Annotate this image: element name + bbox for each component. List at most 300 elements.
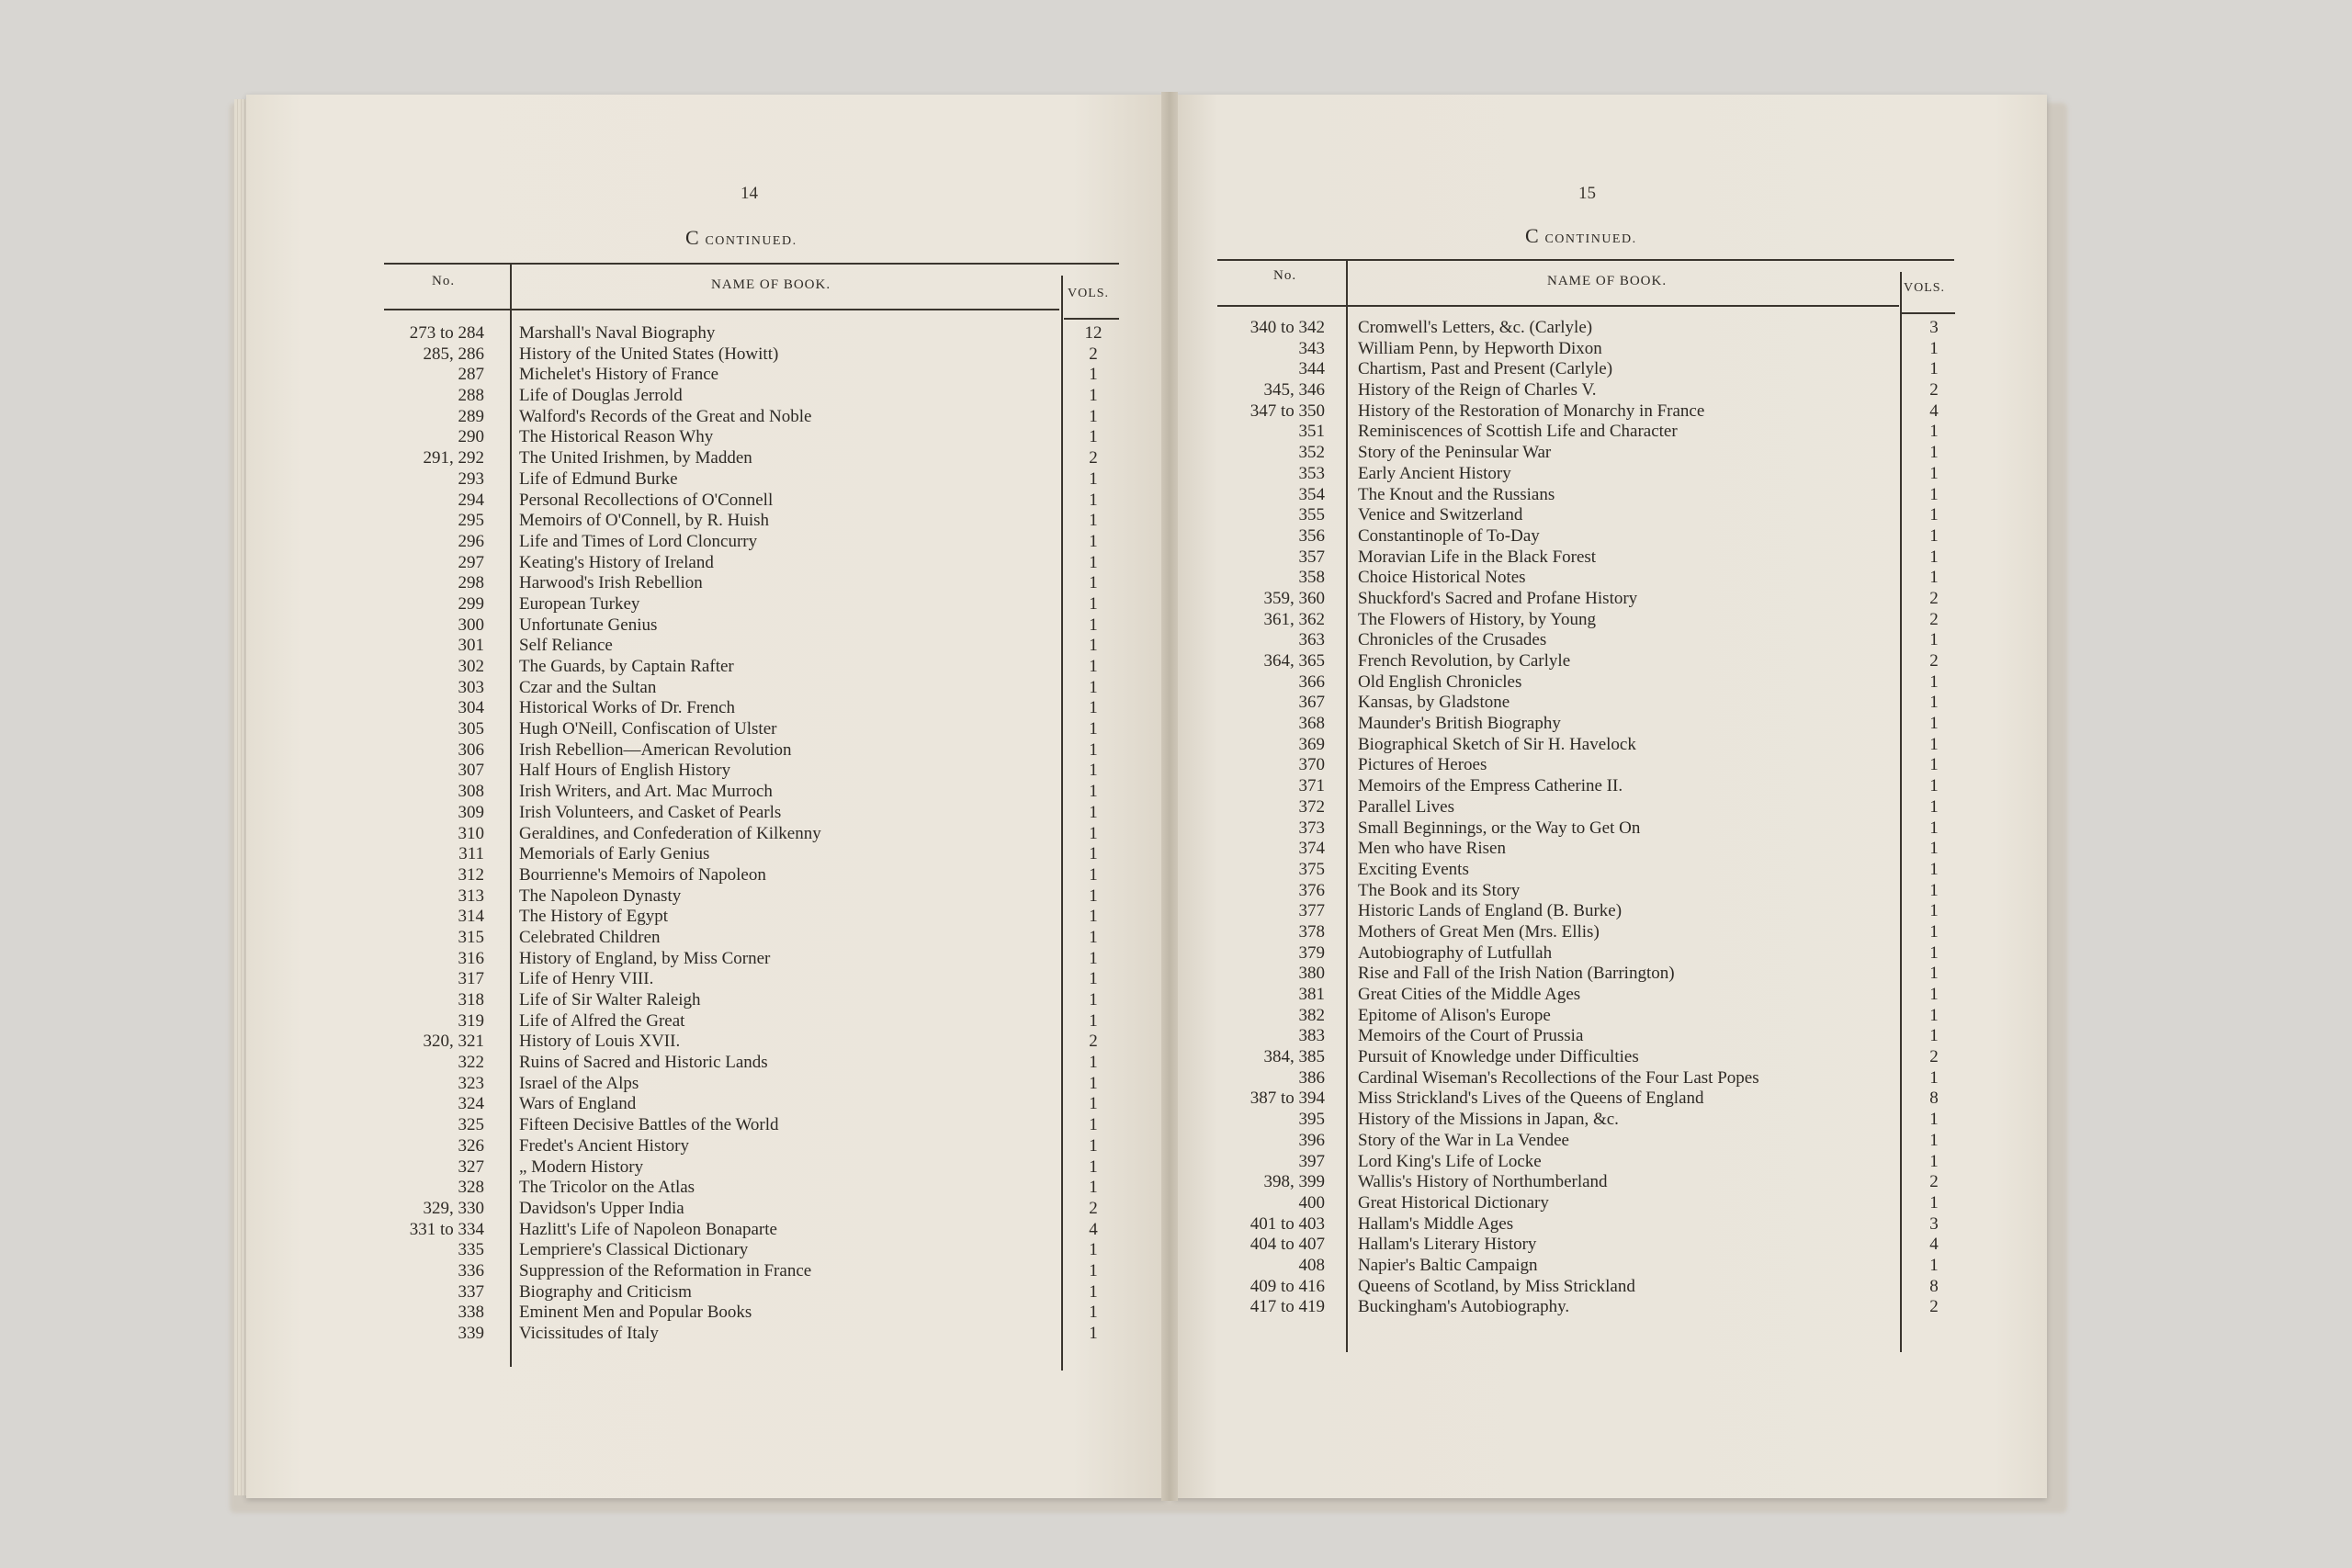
book-title: Biographical Sketch of Sir H. Havelock — [1358, 734, 1636, 754]
book-volumes: 1 — [1929, 338, 1939, 358]
book-row — [0, 318, 2021, 339]
book-volumes: 1 — [1929, 568, 1939, 588]
book-volumes: 1 — [1929, 1005, 1939, 1025]
book-volumes: 1 — [1929, 964, 1939, 984]
book-title: Vicissitudes of Italy — [519, 1324, 659, 1343]
book-row — [0, 1256, 2021, 1277]
book-volumes: 1 — [1089, 552, 1098, 572]
book-title: The United Irishmen, by Madden — [519, 448, 752, 468]
book-number: 374 — [1298, 839, 1325, 859]
book-title: Ruins of Sacred and Historic Lands — [519, 1053, 768, 1073]
book-title: Hazlitt's Life of Napoleon Bonaparte — [519, 1219, 777, 1239]
book-title: Wars of England — [519, 1094, 637, 1114]
book-volumes: 1 — [1089, 1094, 1098, 1114]
book-number: 302 — [458, 657, 484, 676]
book-title: Choice Historical Notes — [1358, 568, 1526, 588]
book-volumes: 1 — [1929, 839, 1939, 859]
book-volumes: 1 — [1929, 859, 1939, 879]
book-title: History of the United States (Howitt) — [519, 344, 779, 364]
book-title: Hugh O'Neill, Confiscation of Ulster — [519, 719, 777, 739]
book-number: 325 — [458, 1115, 484, 1135]
book-volumes: 1 — [1929, 985, 1939, 1004]
book-number: 353 — [1298, 463, 1325, 483]
book-row — [0, 881, 2021, 902]
book-volumes: 2 — [1089, 344, 1098, 364]
book-volumes: 1 — [1929, 1110, 1939, 1130]
book-row — [0, 485, 2021, 506]
book-number: 296 — [458, 531, 484, 551]
book-number: 367 — [1298, 693, 1325, 713]
book-row — [0, 776, 2021, 797]
book-volumes: 1 — [1089, 406, 1098, 426]
book-title: Davidson's Upper India — [519, 1198, 684, 1218]
book-number: 324 — [458, 1094, 484, 1114]
book-row — [0, 339, 2021, 360]
book-title: The Guards, by Captain Rafter — [519, 657, 734, 676]
book-title: Epitome of Alison's Europe — [1358, 1005, 1551, 1025]
book-title: Queens of Scotland, by Miss Strickland — [1358, 1276, 1635, 1296]
book-number: 289 — [458, 406, 484, 426]
book-number: 291, 292 — [423, 448, 484, 468]
book-number: 294 — [458, 490, 484, 510]
book-number: 308 — [458, 782, 484, 802]
book-number: 354 — [1298, 484, 1325, 504]
book-number: 311 — [458, 844, 484, 864]
book-number: 371 — [1298, 776, 1325, 796]
book-number: 375 — [1298, 859, 1325, 879]
book-title: Fredet's Ancient History — [519, 1135, 689, 1156]
left-header-no: No. — [432, 274, 456, 288]
book-volumes: 1 — [1089, 1156, 1098, 1177]
book-volumes: 1 — [1089, 490, 1098, 510]
right-header-top-rule — [1217, 259, 1954, 261]
book-number: 273 to 284 — [409, 323, 484, 343]
book-number: 326 — [458, 1135, 484, 1156]
book-number: 364, 365 — [1263, 651, 1325, 671]
right-section-label: CONTINUED. — [1544, 232, 1637, 246]
book-volumes: 8 — [1929, 1276, 1939, 1296]
book-title: Chartism, Past and Present (Carlyle) — [1358, 359, 1613, 379]
book-title: Michelet's History of France — [519, 365, 719, 385]
book-volumes: 1 — [1089, 864, 1098, 885]
book-number: 396 — [1298, 1130, 1325, 1150]
book-row — [0, 1089, 2021, 1110]
book-volumes: 1 — [1929, 1026, 1939, 1046]
book-volumes: 1 — [1929, 921, 1939, 942]
book-number: 417 to 419 — [1250, 1297, 1325, 1317]
book-volumes: 1 — [1089, 511, 1098, 531]
left-header-bottom-rule — [384, 309, 1059, 310]
book-number: 404 to 407 — [1250, 1235, 1325, 1255]
book-title: „ Modern History — [519, 1156, 644, 1177]
book-volumes: 1 — [1089, 531, 1098, 551]
book-title: Half Hours of English History — [519, 761, 731, 781]
book-number: 384, 385 — [1263, 1047, 1325, 1067]
book-number: 380 — [1298, 964, 1325, 984]
book-row — [0, 964, 2021, 985]
book-number: 338 — [458, 1303, 484, 1323]
book-volumes: 1 — [1089, 1115, 1098, 1135]
book-title: Memoirs of the Empress Catherine II. — [1358, 776, 1623, 796]
book-number: 344 — [1298, 359, 1325, 379]
book-title: Chronicles of the Crusades — [1358, 630, 1547, 650]
left-section-label: CONTINUED. — [705, 234, 797, 248]
book-number: 347 to 350 — [1250, 400, 1325, 421]
book-volumes: 2 — [1929, 380, 1939, 400]
book-volumes: 2 — [1929, 651, 1939, 671]
book-volumes: 1 — [1089, 427, 1098, 447]
book-row — [0, 1110, 2021, 1131]
book-row — [0, 860, 2021, 881]
book-title: Constantinople of To-Day — [1358, 525, 1540, 546]
book-title: Suppression of the Reformation in France — [519, 1260, 812, 1280]
book-number: 343 — [1298, 338, 1325, 358]
book-title: Eminent Men and Popular Books — [519, 1303, 752, 1323]
book-title: The Book and its Story — [1358, 880, 1521, 900]
book-title: Walford's Records of the Great and Noble — [519, 406, 812, 426]
book-title: William Penn, by Hepworth Dixon — [1358, 338, 1602, 358]
book-title: Historic Lands of England (B. Burke) — [1358, 901, 1623, 921]
book-volumes: 1 — [1089, 907, 1098, 927]
book-title: Exciting Events — [1358, 859, 1469, 879]
book-title: History of Louis XVII. — [519, 1032, 681, 1052]
book-row — [0, 1324, 1165, 1345]
book-number: 295 — [458, 511, 484, 531]
book-title: Hallam's Literary History — [1358, 1235, 1537, 1255]
book-row — [0, 1131, 2021, 1152]
book-volumes: 3 — [1929, 1213, 1939, 1234]
left-page-number: 14 — [741, 184, 758, 203]
book-title: Life of Douglas Jerrold — [519, 386, 683, 406]
book-row — [0, 630, 2021, 651]
book-number: 379 — [1298, 942, 1325, 963]
book-title: The Napoleon Dynasty — [519, 886, 682, 906]
book-number: 373 — [1298, 818, 1325, 838]
book-title: Reminiscences of Scottish Life and Character — [1358, 422, 1678, 442]
book-volumes: 1 — [1929, 547, 1939, 567]
book-title: Pictures of Heroes — [1358, 755, 1487, 775]
left-header-vols: VOLS. — [1068, 287, 1110, 300]
book-volumes: 1 — [1089, 386, 1098, 406]
book-number: 370 — [1298, 755, 1325, 775]
book-volumes: 1 — [1929, 484, 1939, 504]
book-number: 304 — [458, 698, 484, 718]
book-volumes: 2 — [1929, 588, 1939, 608]
book-volumes: 1 — [1089, 761, 1098, 781]
book-number: 351 — [1298, 422, 1325, 442]
book-volumes: 1 — [1929, 1067, 1939, 1088]
right-section-letter: C — [1525, 224, 1540, 247]
book-title: Early Ancient History — [1358, 463, 1511, 483]
book-volumes: 4 — [1929, 400, 1939, 421]
book-volumes: 1 — [1929, 671, 1939, 692]
book-title: The Flowers of History, by Young — [1358, 609, 1596, 629]
book-volumes: 1 — [1089, 844, 1098, 864]
book-volumes: 1 — [1929, 505, 1939, 525]
book-row — [0, 943, 2021, 964]
book-title: Men who have Risen — [1358, 839, 1506, 859]
book-number: 293 — [458, 468, 484, 489]
book-number: 359, 360 — [1263, 588, 1325, 608]
book-title: Geraldines, and Confederation of Kilkenny — [519, 823, 821, 843]
book-volumes: 2 — [1089, 448, 1098, 468]
book-number: 356 — [1298, 525, 1325, 546]
book-row — [0, 1047, 2021, 1068]
book-number: 298 — [458, 573, 484, 593]
book-row — [0, 693, 2021, 714]
book-volumes: 1 — [1089, 698, 1098, 718]
book-title: Parallel Lives — [1358, 796, 1454, 817]
book-row — [0, 568, 2021, 589]
book-volumes: 1 — [1929, 796, 1939, 817]
book-number: 285, 286 — [423, 344, 484, 364]
book-volumes: 1 — [1089, 573, 1098, 593]
left-section-title — [685, 226, 797, 250]
book-volumes: 1 — [1929, 755, 1939, 775]
book-number: 319 — [458, 1010, 484, 1031]
book-title: History of England, by Miss Corner — [519, 948, 771, 968]
book-row — [0, 818, 2021, 840]
book-volumes: 1 — [1089, 1281, 1098, 1302]
book-row — [0, 755, 2021, 776]
book-row — [0, 1152, 2021, 1173]
book-volumes: 2 — [1929, 1047, 1939, 1067]
book-number: 300 — [458, 615, 484, 635]
book-title: Israel of the Alps — [519, 1073, 639, 1093]
book-number: 352 — [1298, 443, 1325, 463]
book-volumes: 1 — [1089, 365, 1098, 385]
book-number: 340 to 342 — [1250, 318, 1325, 337]
book-volumes: 4 — [1089, 1219, 1098, 1239]
book-row — [0, 985, 2021, 1006]
book-title: Story of the War in La Vendee — [1358, 1130, 1569, 1150]
book-volumes: 1 — [1089, 593, 1098, 614]
book-number: 355 — [1298, 505, 1325, 525]
right-book-list — [0, 318, 2021, 1318]
book-title: Life of Henry VIII. — [519, 969, 654, 989]
book-title: Historical Works of Dr. French — [519, 698, 736, 718]
book-title: Biography and Criticism — [519, 1281, 692, 1302]
book-number: 369 — [1298, 734, 1325, 754]
book-number: 378 — [1298, 921, 1325, 942]
book-volumes: 2 — [1929, 1172, 1939, 1192]
book-volumes: 1 — [1929, 693, 1939, 713]
book-number: 310 — [458, 823, 484, 843]
book-row — [0, 901, 2021, 922]
book-volumes: 1 — [1929, 901, 1939, 921]
book-number: 376 — [1298, 880, 1325, 900]
book-title: Lord King's Life of Locke — [1358, 1151, 1542, 1171]
book-title: Hallam's Middle Ages — [1358, 1213, 1514, 1234]
book-title: Napier's Baltic Campaign — [1358, 1255, 1538, 1275]
book-volumes: 3 — [1929, 318, 1939, 337]
book-number: 314 — [458, 907, 484, 927]
book-volumes: 1 — [1929, 714, 1939, 734]
book-title: Pursuit of Knowledge under Difficulties — [1358, 1047, 1639, 1067]
book-title: Rise and Fall of the Irish Nation (Barrington) — [1358, 964, 1675, 984]
book-title: Celebrated Children — [519, 927, 661, 947]
book-row — [0, 422, 2021, 443]
book-row — [0, 922, 2021, 943]
book-row — [0, 1214, 2021, 1235]
book-volumes: 1 — [1089, 1073, 1098, 1093]
book-title: Fifteen Decisive Battles of the World — [519, 1115, 779, 1135]
book-title: Irish Rebellion—American Revolution — [519, 739, 792, 760]
book-volumes: 2 — [1089, 1198, 1098, 1218]
book-number: 315 — [458, 927, 484, 947]
book-number: 339 — [458, 1324, 484, 1343]
book-number: 320, 321 — [423, 1032, 484, 1052]
book-volumes: 1 — [1929, 1151, 1939, 1171]
book-title: Memoirs of O'Connell, by R. Huish — [519, 511, 770, 531]
book-title: Old English Chronicles — [1358, 671, 1522, 692]
book-volumes: 2 — [1929, 609, 1939, 629]
book-row — [0, 839, 2021, 860]
left-section-letter: C — [685, 226, 700, 249]
book-title: Life of Alfred the Great — [519, 1010, 685, 1031]
book-volumes: 1 — [1089, 636, 1098, 656]
book-title: Marshall's Naval Biography — [519, 323, 716, 343]
book-number: 382 — [1298, 1005, 1325, 1025]
book-title: The Tricolor on the Atlas — [519, 1178, 695, 1198]
book-number: 372 — [1298, 796, 1325, 817]
book-title: Cardinal Wiseman's Recollections of the Four Last Popes — [1358, 1067, 1759, 1088]
book-volumes: 4 — [1929, 1235, 1939, 1255]
right-header-name: NAME OF BOOK. — [1547, 274, 1668, 288]
book-number: 299 — [458, 593, 484, 614]
book-row — [0, 526, 2021, 547]
right-header-vols: VOLS. — [1904, 281, 1946, 295]
book-volumes: 1 — [1929, 463, 1939, 483]
book-number: 309 — [458, 802, 484, 822]
book-title: Bourrienne's Memoirs of Napoleon — [519, 864, 766, 885]
right-vols-header-rule — [1902, 312, 1955, 314]
book-volumes: 1 — [1929, 818, 1939, 838]
book-volumes: 1 — [1929, 880, 1939, 900]
book-row — [0, 672, 2021, 694]
book-number: 408 — [1298, 1255, 1325, 1275]
book-volumes: 1 — [1089, 1010, 1098, 1031]
book-number: 328 — [458, 1178, 484, 1198]
book-number: 307 — [458, 761, 484, 781]
book-title: Harwood's Irish Rebellion — [519, 573, 703, 593]
book-row — [0, 589, 2021, 610]
book-title: Venice and Switzerland — [1358, 505, 1523, 525]
right-page-number: 15 — [1578, 184, 1596, 203]
book-row — [0, 735, 2021, 756]
book-volumes: 1 — [1089, 1240, 1098, 1260]
book-volumes: 1 — [1929, 1255, 1939, 1275]
book-number: 398, 399 — [1263, 1172, 1325, 1192]
book-title: Life and Times of Lord Cloncurry — [519, 531, 758, 551]
book-title: Keating's History of Ireland — [519, 552, 714, 572]
book-number: 363 — [1298, 630, 1325, 650]
book-title: Self Reliance — [519, 636, 613, 656]
book-row — [0, 505, 2021, 526]
book-row — [0, 1235, 2021, 1256]
book-volumes: 1 — [1089, 739, 1098, 760]
book-title: Buckingham's Autobiography. — [1358, 1297, 1570, 1317]
book-volumes: 1 — [1089, 677, 1098, 697]
book-number: 409 to 416 — [1250, 1276, 1325, 1296]
book-number: 290 — [458, 427, 484, 447]
book-volumes: 1 — [1089, 823, 1098, 843]
right-header-bottom-rule — [1217, 305, 1899, 307]
book-volumes: 1 — [1089, 1135, 1098, 1156]
book-volumes: 1 — [1089, 468, 1098, 489]
book-number: 303 — [458, 677, 484, 697]
book-number: 401 to 403 — [1250, 1213, 1325, 1234]
book-title: Miss Strickland's Lives of the Queens of England — [1358, 1089, 1704, 1109]
book-title: Irish Volunteers, and Casket of Pearls — [519, 802, 782, 822]
book-number: 301 — [458, 636, 484, 656]
book-title: Personal Recollections of O'Connell — [519, 490, 774, 510]
book-volumes: 12 — [1084, 323, 1102, 343]
book-volumes: 1 — [1089, 1178, 1098, 1198]
book-number: 361, 362 — [1263, 609, 1325, 629]
book-title: European Turkey — [519, 593, 640, 614]
book-title: History of the Missions in Japan, &c. — [1358, 1110, 1619, 1130]
book-volumes: 1 — [1929, 734, 1939, 754]
book-title: History of the Restoration of Monarchy in France — [1358, 400, 1705, 421]
book-number: 358 — [1298, 568, 1325, 588]
book-row — [0, 547, 2021, 569]
book-volumes: 1 — [1929, 1130, 1939, 1150]
book-volumes: 1 — [1089, 990, 1098, 1010]
book-row — [0, 401, 2021, 423]
book-number: 345, 346 — [1263, 380, 1325, 400]
book-title: Unfortunate Genius — [519, 615, 658, 635]
book-row — [0, 443, 2021, 464]
book-volumes: 1 — [1089, 886, 1098, 906]
book-volumes: 1 — [1089, 802, 1098, 822]
book-title: Mothers of Great Men (Mrs. Ellis) — [1358, 921, 1600, 942]
book-row — [0, 1277, 2021, 1298]
book-title: Lempriere's Classical Dictionary — [519, 1240, 749, 1260]
book-title: The History of Egypt — [519, 907, 669, 927]
book-title: Shuckford's Sacred and Profane History — [1358, 588, 1638, 608]
book-title: Moravian Life in the Black Forest — [1358, 547, 1597, 567]
book-row — [0, 1006, 2021, 1027]
left-header-top-rule — [384, 263, 1119, 265]
book-number: 336 — [458, 1260, 484, 1280]
book-title: Life of Sir Walter Raleigh — [519, 990, 701, 1010]
book-number: 318 — [458, 990, 484, 1010]
book-volumes: 1 — [1089, 1324, 1098, 1343]
book-volumes: 1 — [1089, 1053, 1098, 1073]
book-row — [0, 797, 2021, 818]
book-row — [0, 1297, 2021, 1318]
book-volumes: 1 — [1929, 776, 1939, 796]
book-volumes: 1 — [1089, 927, 1098, 947]
book-volumes: 1 — [1929, 443, 1939, 463]
book-volumes: 8 — [1929, 1089, 1939, 1109]
book-number: 337 — [458, 1281, 484, 1302]
book-row — [0, 1068, 2021, 1089]
book-title: History of the Reign of Charles V. — [1358, 380, 1597, 400]
book-number: 387 to 394 — [1250, 1089, 1325, 1109]
book-volumes: 2 — [1089, 1032, 1098, 1052]
book-title: Great Historical Dictionary — [1358, 1192, 1549, 1213]
book-row — [0, 359, 2021, 380]
book-number: 377 — [1298, 901, 1325, 921]
book-volumes: 1 — [1089, 1303, 1098, 1323]
book-row — [0, 464, 2021, 485]
book-row — [0, 1026, 2021, 1047]
book-volumes: 1 — [1089, 782, 1098, 802]
book-number: 317 — [458, 969, 484, 989]
right-section-title — [1525, 224, 1637, 248]
